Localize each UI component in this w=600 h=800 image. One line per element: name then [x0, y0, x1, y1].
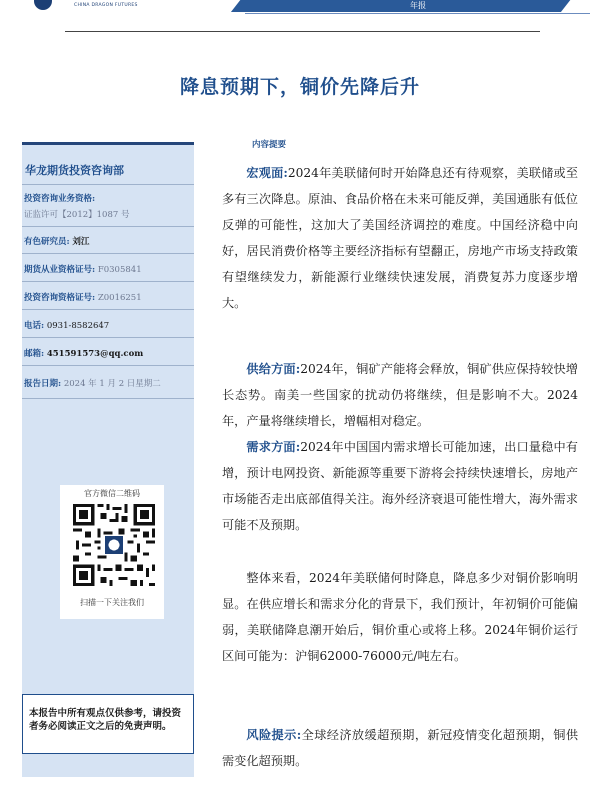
futures-cert-row — [24, 263, 142, 275]
summary-heading: 内容提要 — [252, 140, 287, 150]
macro-text: 2024年美联储何时开始降息还有待观察，美联储或至多有三次降息。原油、食品价格在未来可能反弹，美国通胀有低位反弹的可能性，这加大了美国经济调控的难度。中国经济稳中向好，居民消费价格等主要经济指标有望翻正，房地产市场支持政策有望继续发力，新能源行业继续快速发展，消费复苏力度逐步增大。 — [222, 166, 578, 311]
researcher-row — [24, 235, 89, 247]
supply-paragraph — [222, 356, 578, 434]
futures-cert-value: F0305841 — [97, 265, 142, 275]
divider — [22, 398, 194, 399]
divider — [22, 309, 194, 310]
logo-emblem-icon — [34, 0, 52, 10]
macro-paragraph — [222, 160, 578, 317]
report-date-label: 报告日期: — [24, 379, 62, 389]
overall-text: 整体来看，2024年美联储何时降息，降息多少对铜价影响明显。在供应增长和需求分化的背景下，我们预计，年初铜价可能偏弱，美联储降息潮开始后，铜价重心或将上移。2024年铜价运行区间可能为：沪铜62000-76000元/吨左右。 — [222, 571, 578, 664]
qr-bottom-caption: 扫描一下关注我们 — [80, 598, 144, 607]
demand-keyword: 需求方面: — [246, 440, 301, 454]
company-english-name: CHINA DRAGON FUTURES — [74, 3, 138, 8]
supply-text: 2024年，铜矿产能将会释放，铜矿供应保持较快增长态势。南美一些国家的扰动仍将继续，但是影响不大。2024年，产量将继续增长，增幅相对稳定。 — [222, 362, 578, 429]
divider — [22, 253, 194, 254]
divider — [22, 226, 194, 227]
qr-top-caption: 官方微信二维码 — [84, 489, 140, 498]
qualification-value-row — [24, 208, 129, 220]
report-date-row — [24, 377, 161, 389]
header-banner-tag: 年报 — [410, 1, 426, 10]
consult-cert-value: Z0016251 — [97, 293, 142, 303]
qualification-label: 投资咨询业务资格: — [24, 194, 96, 204]
header-rule — [65, 31, 540, 32]
report-title: 降息预期下，铜价先降后升 — [179, 76, 420, 98]
phone-value: 0931-8582647 — [46, 321, 110, 331]
email-value[interactable]: 451591573@qq.com — [46, 349, 144, 359]
qualification-label-row — [24, 192, 95, 204]
divider — [22, 337, 194, 338]
demand-text: 2024年中国国内需求增长可能加速，出口量稳中有增，预计电网投资、新能源等重要下游将会持续快速增长，房地产市场能否走出底部值得关注。海外经济衰退可能性增大，海外需求可能不及预期。 — [222, 440, 578, 533]
wechat-qr-code-icon[interactable] — [70, 501, 158, 589]
futures-cert-label: 期货从业资格证号: — [24, 265, 96, 275]
company-logo — [0, 0, 260, 16]
department-name: 华龙期货投资咨询部 — [25, 164, 124, 177]
macro-keyword: 宏观面: — [246, 166, 288, 180]
header-banner — [231, 0, 575, 12]
divider — [22, 365, 194, 366]
consult-cert-label: 投资咨询资格证号: — [24, 293, 96, 303]
email-label: 邮箱: — [24, 349, 45, 359]
header-accent-line — [245, 13, 590, 14]
report-date-value: 2024 年 1 月 2 日星期二 — [63, 379, 161, 389]
divider — [22, 184, 194, 185]
divider — [22, 281, 194, 282]
risk-keyword: 风险提示: — [246, 728, 302, 742]
sidebar-top-rule — [22, 142, 194, 145]
consult-cert-row — [24, 291, 142, 303]
overall-paragraph — [222, 565, 578, 669]
phone-row — [24, 319, 109, 331]
phone-label: 电话: — [24, 321, 45, 331]
disclaimer-box — [22, 694, 194, 754]
risk-text: 全球经济放缓超预期，新冠疫情变化超预期，铜供需变化超预期。 — [222, 728, 579, 769]
researcher-name: 刘江 — [72, 237, 90, 247]
info-sidebar — [22, 142, 194, 777]
demand-paragraph — [222, 434, 578, 538]
risk-paragraph — [222, 722, 578, 774]
disclaimer-text: 本报告中所有观点仅供参考，请投资者务必阅读正文之后的免责声明。 — [29, 708, 182, 732]
email-row — [24, 347, 143, 359]
wechat-qr-card — [60, 485, 164, 619]
qualification-value: 证监许可【2012】1087 号 — [24, 210, 130, 220]
supply-keyword: 供给方面: — [246, 362, 301, 376]
researcher-label: 有色研究员: — [24, 237, 70, 247]
